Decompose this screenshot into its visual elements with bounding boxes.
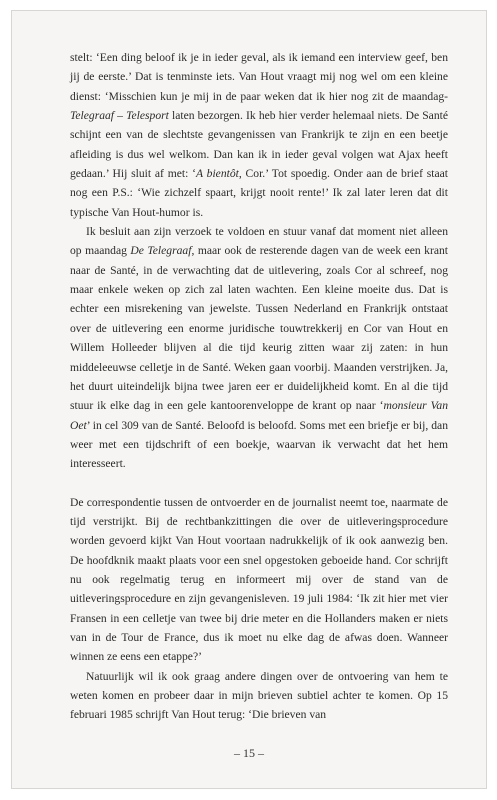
paragraph-p3 [70, 493, 448, 667]
section-gap [70, 474, 448, 493]
text-run: Natuurlijk wil ik ook graag andere dingen over de ontvoering van hem te weten komen en probeer daar in mijn brieven subtiel achter te komen. Op 15 februari 1985 schrijft Van Hout terug: ‘Die brieven van [70, 669, 448, 722]
paragraph-p2 [70, 222, 448, 473]
paragraph-p4 [70, 667, 448, 725]
text-run: Ik besluit aan zijn verzoek te voldoen en stuur vanaf dat moment niet alleen op maandag [70, 225, 448, 258]
italic-text: A bientôt [195, 167, 239, 181]
text-run: ’ in cel 309 van de Santé. Beloofd is beloofd. Soms met een briefje er bij, dan weer met een tijdschrift of een boekje, waarvan ik verwacht dat het hem interesseert. [70, 418, 448, 471]
text-run: , maar ook de resterende dagen van de week een krant naar de Santé, in de verwachting dat de uitlevering, zoals Cor al schreef, nog maar enkele weken op zich zal laten wachten. Een kleine moeite dus. Dat is echter een misrekening van jewelste. Tussen Nederland en Frankrijk ontstaat over de uitlevering een enorme juridische touwtrekkerij en Cor van Hout en Willem Holleeder blijven al die tijd keurig zitten waar zij zaten: in hun middeleeuwse celletje in de Santé. Weken gaan voorbij. Maanden verstrijken. Ja, het duurt uiteindelijk bijna twee jaren eer er duidelijkheid komt. En al die tijd stuur ik elke dag in een gele kantoorenveloppe de krant op naar ‘ [70, 244, 448, 413]
book-page [11, 10, 487, 789]
text-run: laten bezorgen. Ik heb hier verder helemaal niets. De Santé schijnt een van de slechtste gevangenissen van Frankrijk te zijn en een beetje afleiding is dus wel welkom. Dan kan ik in ieder geval volgen wat Ajax heeft gedaan.’ Hij sluit af met: ‘ [70, 109, 448, 181]
italic-text: monsieur Van Oet [70, 399, 448, 432]
text-run: De correspondentie tussen de ontvoerder en de journalist neemt toe, naarmate de tijd verstrijkt. Bij de rechtbankzittingen die over de uitleveringsprocedure worden gevoerd kijkt Van Hout voortaan nadrukkelijk of ik ook aanwezig ben. De hoofdknik maakt plaats voor een snel opgestoken geboeide hand. Cor schrijft nu ook regelmatig terug en informeert mij over de stand van de uitleveringsprocedure en zijn gevangenisleven. 19 juli 1984: ‘Ik zit hier met vier Fransen in een celletje van twee bij drie meter en die Hollanders maken er niets van in de Tour de France, dus ik moet nu elke dag de afwas doen. Wanneer winnen ze eens een etappe?’ [70, 495, 448, 664]
text-run: stelt: ‘Een ding beloof ik je in ieder geval, als ik iemand een interview geef, ben jij de eerste.’ Dat is tenminste iets. Van Hout vraagt mij nog wel om een kleine dienst: ‘Misschien kun je mij in de paar weken dat ik hier nog zit de maandag- [70, 51, 448, 103]
text-run: , Cor.’ Tot spoedig. Onder aan de brief staat nog een P.S.: ‘Wie zichzelf spaart, krijgt nooit rente!’ Ik zal later leren dat dit typische Van Hout-humor is. [70, 167, 448, 219]
italic-text: Telegraaf – Telesport [70, 109, 169, 123]
body-text [70, 48, 448, 725]
page-number: – 15 – [234, 746, 264, 760]
italic-text: De Telegraaf [130, 244, 192, 258]
paragraph-p1 [70, 48, 448, 222]
